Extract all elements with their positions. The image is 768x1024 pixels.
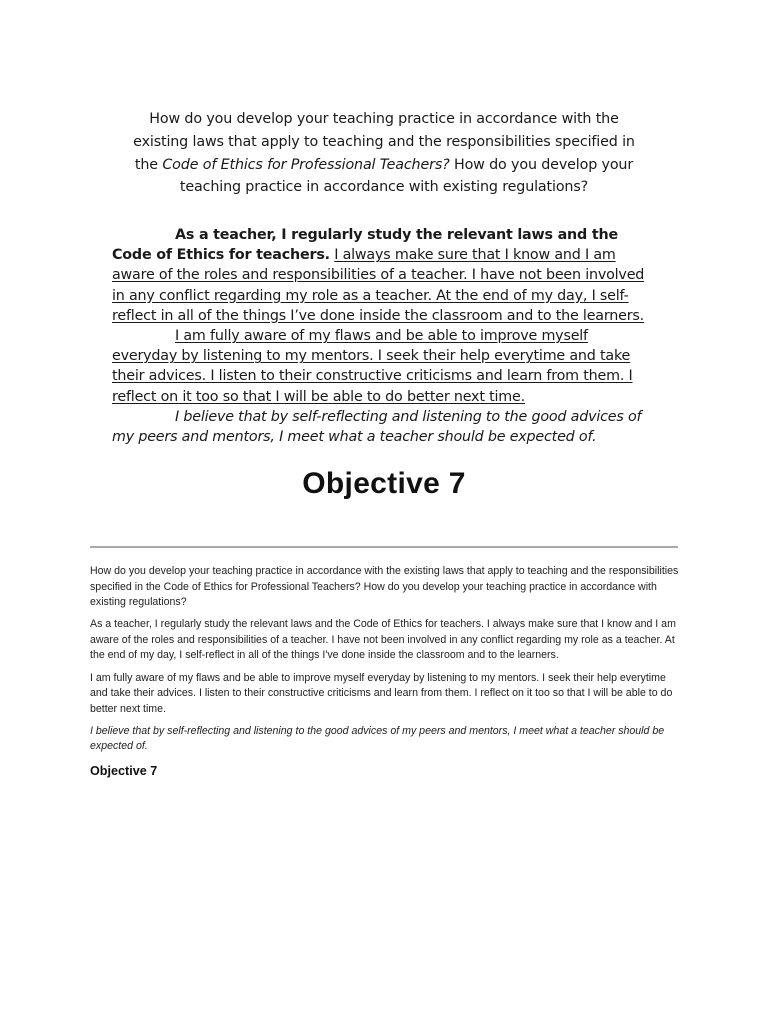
scan-answer-underlined-2: I am fully aware of my flaws and be able to improve myself everyday by listening to my mentors. I seek their help everytime and take their advices. I listen to their constructive criticisms and learn from them. I reflect on it too so that I will be able to do better next time. bbox=[112, 328, 633, 405]
scan-answer-paragraph-3: I believe that by self-reflecting and listening to the good advices of my peers and mentors, I meet what a teacher should be expected of. bbox=[112, 408, 642, 446]
text-paragraph-3: I believe that by self-reflecting and listening to the good advices of my peers and mentors, I meet what a teacher should be expected of. bbox=[90, 724, 665, 753]
text-transcription bbox=[90, 564, 680, 779]
scan-title: Objective 7 bbox=[302, 467, 466, 500]
scan-answer bbox=[112, 225, 652, 447]
scan-answer-paragraph-2 bbox=[112, 326, 652, 407]
scan-question-part1: How do you develop your teaching practice in accordance with the existing laws that apply to teaching and the responsibilities specified in the bbox=[133, 111, 635, 173]
scan-question-italic: Code of Ethics for Professional Teachers? bbox=[162, 156, 450, 173]
text-paragraph-2: I am fully aware of my flaws and be able to improve myself everyday by listening to my mentors. I seek their help everytime and take their advices. I listen to their constructive criticisms and learn from them. I reflect on it too so that I will be able to do better next time. bbox=[90, 671, 673, 715]
scan-answer-bold: As a teacher, I regularly study the relevant laws and the Code of Ethics for teachers. bbox=[112, 227, 618, 264]
scan-question bbox=[124, 108, 644, 199]
horizontal-divider bbox=[90, 546, 678, 548]
scan-answer-underlined-1: I always make sure that I know and I am aware of the roles and responsibilities of a teacher. I have not been involved in any conflict regarding my role as a teacher. At the end of my day, I self-reflect in all of the things I’ve done inside the classroom and to the learners. bbox=[112, 247, 645, 324]
text-paragraph-1: As a teacher, I regularly study the relevant laws and the Code of Ethics for teachers. I always make sure that I know and I am aware of the roles and responsibilities of a teacher. I have not been involved in any conflict regarding my role as a teacher. At the end of my day, I self-reflect in all of the things I've done inside the classroom and to the learners. bbox=[90, 618, 676, 662]
scan-answer-paragraph-1 bbox=[112, 225, 652, 326]
text-question: How do you develop your teaching practice in accordance with the existing laws that apply to teaching and the responsibilities specified in the Code of Ethics for Professional Teachers? How do you develop your teaching practice in accordance with existing regulations? bbox=[90, 565, 679, 609]
scan-question-part2: How do you develop your teaching practice in accordance with existing regulations? bbox=[179, 156, 634, 196]
text-heading: Objective 7 bbox=[90, 764, 158, 779]
